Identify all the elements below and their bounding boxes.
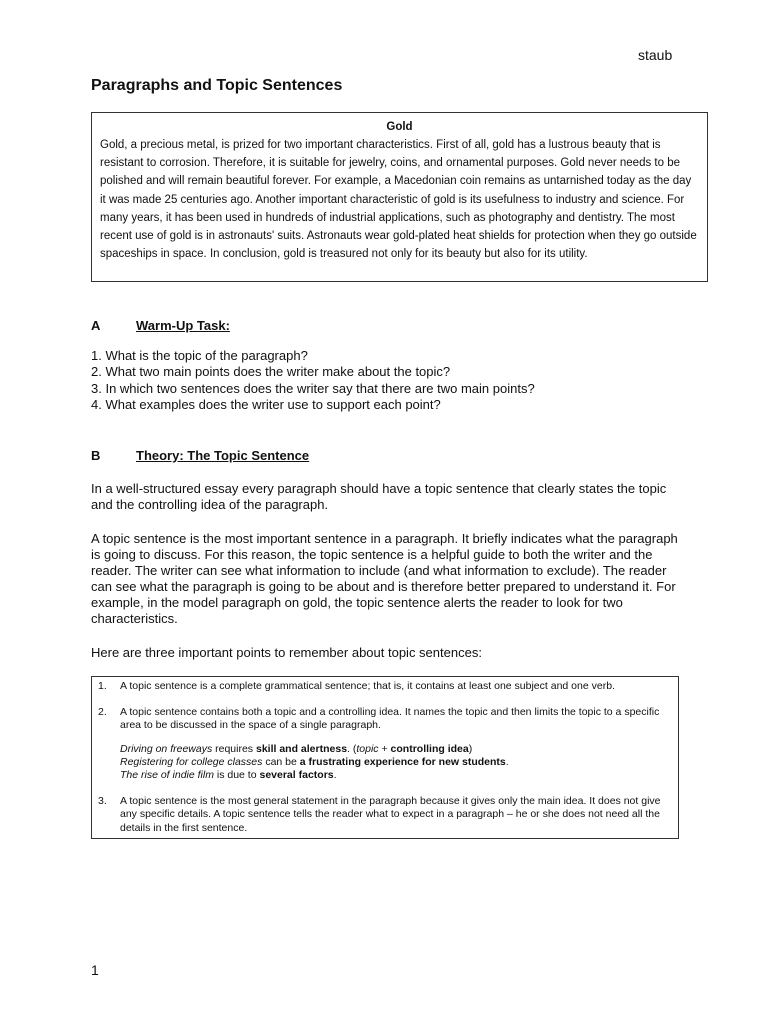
theory-paragraph-2: A topic sentence is the most important sentence in a paragraph. It briefly indicates what the paragraph is going to discuss. For this reason, the topic sentence is a helpful guide to both the writer and the reader. The writer can see what information to include (and what information to exclude). The reader can see what the paragraph is going to be about and is therefore better prepared to understand it. For example, in the model paragraph on gold, the topic sentence alerts the reader to look for two characteristics.	[91, 531, 678, 626]
example-sentences	[120, 743, 670, 783]
example-note-topic: topic	[356, 742, 379, 755]
gold-box-paragraph: Gold, a precious metal, is prized for two important characteristics. First of all, gold has a lustrous beauty that is resistant to corrosion. Therefore, it is suitable for jewelry, coins, and ornamental purposes. Gold never needs to be polished and will remain beautiful forever. For example, a Macedonian coin remains as untarnished today as the day it was made 25 centuries ago. Another important characteristic of gold is its usefulness to industry and science. For many years, it has been used in hundreds of industrial applications, such as photography and dentistry. The most recent use of gold is in astronauts' suits. Astronauts wear gold-plated heat shields for protection when they go outside spaceships in space. In conclusion, gold is treasured not only for its beauty but also for its utility.	[100, 139, 697, 261]
section-b-title: Theory: The Topic Sentence	[136, 448, 310, 463]
example-note-idea: controlling idea	[390, 742, 469, 755]
point-text: A topic sentence contains both a topic and a controlling idea. It names the topic and then limits the topic to a specific area to be discussed in the space of a single paragraph.	[120, 706, 660, 732]
point-item-3	[98, 795, 670, 835]
section-a-letter: A	[91, 318, 101, 333]
point-text: A topic sentence is the most general statement in the paragraph because it gives only the main idea. It does not give any specific details. A topic sentence tells the reader what to expect in a paragraph – he or she does not need all the details in the first sentence.	[120, 795, 661, 834]
example-note-plus: +	[378, 742, 391, 755]
question-item: 3. In which two sentences does the writer say that there are two main points?	[91, 380, 535, 396]
point-item-1	[98, 680, 670, 693]
example-topic: Registering for college classes	[120, 755, 263, 768]
example-controlling-idea: several factors	[259, 769, 334, 782]
section-b-letter: B	[91, 448, 101, 463]
point-item-2	[98, 706, 670, 732]
example-sentence	[120, 769, 670, 782]
warm-up-questions	[91, 348, 535, 414]
example-link: is due to	[213, 769, 260, 782]
section-a-title: Warm-Up Task:	[136, 318, 230, 333]
example-tail: . (	[347, 742, 357, 755]
topic-sentence-points-box	[91, 676, 679, 839]
page-number: 1	[91, 962, 99, 978]
page-title: Paragraphs and Topic Sentences	[91, 77, 343, 94]
example-note-end: )	[468, 742, 473, 755]
section-b-heading	[91, 448, 309, 463]
point-number: 3.	[98, 795, 107, 808]
example-controlling-idea: skill and alertness	[255, 742, 348, 755]
example-controlling-idea: a frustrating experience for new students	[299, 755, 506, 768]
example-tail: .	[505, 755, 509, 768]
section-a-heading	[91, 318, 230, 333]
theory-paragraph-3: Here are three important points to remember about topic sentences:	[91, 645, 482, 660]
question-item: 4. What examples does the writer use to support each point?	[91, 397, 441, 413]
example-topic: The rise of indie film	[120, 769, 214, 782]
author-name: staub	[638, 47, 673, 63]
example-topic: Driving on freeways	[120, 742, 213, 755]
point-number: 2.	[98, 706, 107, 719]
example-sentence	[120, 756, 670, 769]
example-link: can be	[262, 755, 300, 768]
example-tail: .	[333, 769, 337, 782]
example-sentence	[120, 743, 670, 756]
point-number: 1.	[98, 680, 107, 692]
theory-paragraph-1: In a well-structured essay every paragraph should have a topic sentence that clearly states the topic and the controlling idea of the paragraph.	[91, 481, 667, 512]
example-link: requires	[212, 742, 256, 755]
question-item: 2. What two main points does the writer make about the topic?	[91, 364, 451, 380]
point-text: A topic sentence is a complete grammatical sentence; that is, it contains at least one subject and one verb.	[120, 680, 615, 692]
gold-paragraph-box	[91, 112, 708, 282]
question-item: 1. What is the topic of the paragraph?	[91, 348, 308, 363]
gold-box-heading: Gold	[386, 121, 413, 133]
